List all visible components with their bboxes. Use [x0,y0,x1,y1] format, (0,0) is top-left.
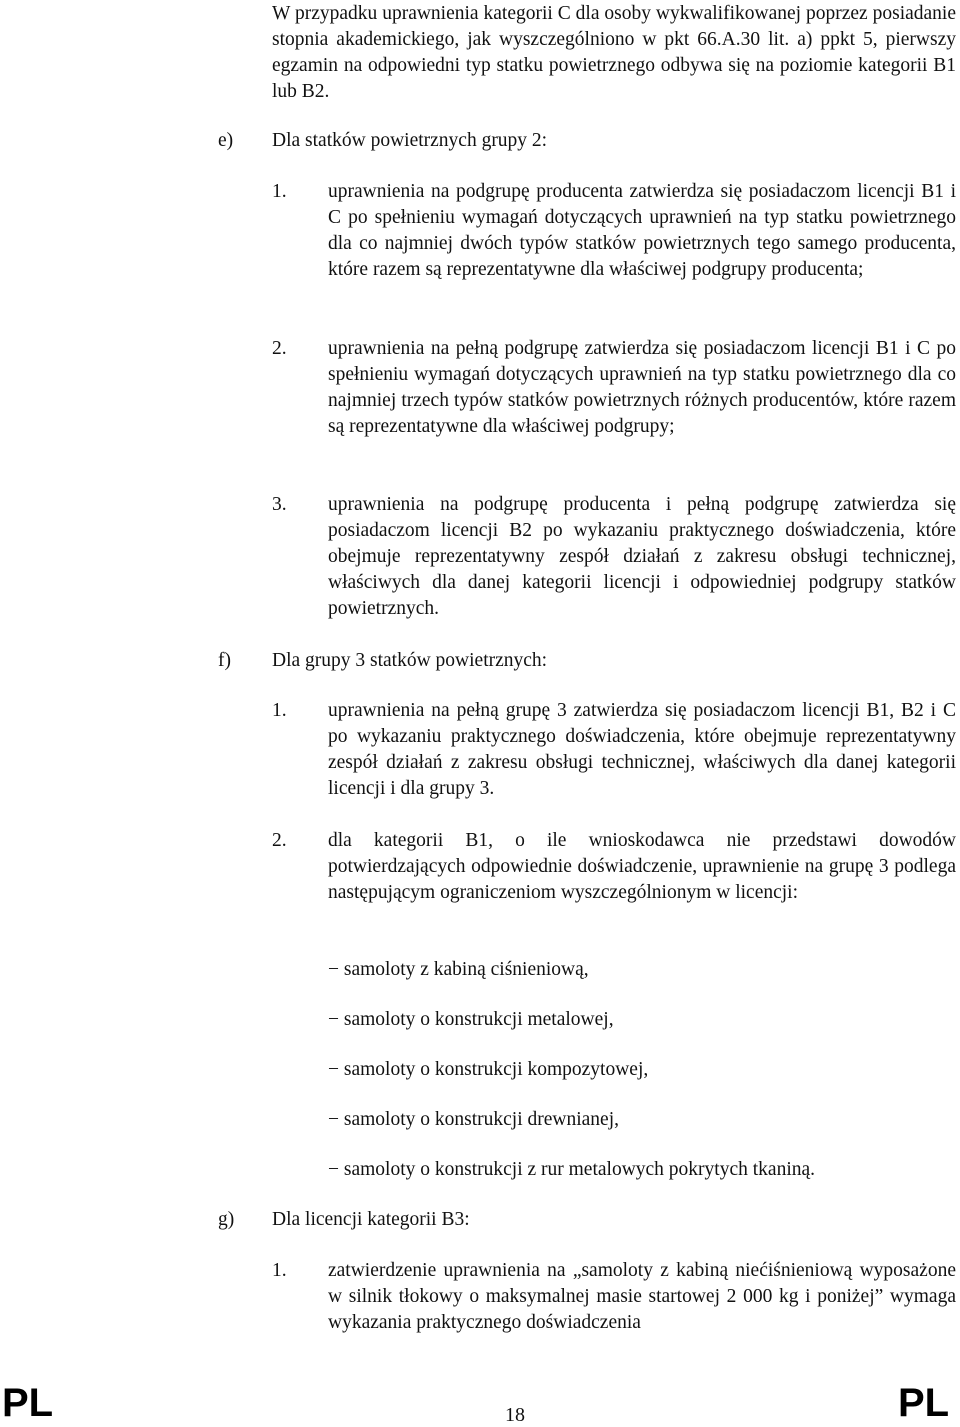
section-e-heading [218,128,547,154]
item-text: dla kategorii B1, o ile wnioskodawca nie przedstawi dowodów potwierdzających odpowiednie doświadczenie, uprawnienie na grupę 3 podlega następującym ograniczeniom wyszczególnionym w licencji: [328,830,956,903]
limitation-item: − samoloty z kabiną ciśnieniową, [328,959,589,980]
section-e-letter: e) [218,130,234,151]
section-e-item-1 [272,179,956,283]
intro-paragraph: W przypadku uprawnienia kategorii C dla osoby wykwalifikowanej poprzez posiadanie stopnia akademickiego, jak wyszczególniono w pkt 66.A.30 lit. a) ppkt 5, pierwszy egzamin na odpowiedni typ statku powietrznego odbywa się na poziomie kategorii B1 lub B2. [272,3,956,102]
item-text: uprawnienia na podgrupę producenta zatwierdza się posiadaczom licencji B1 i C po spełnieniu wymagań dotyczących uprawnień na typ statku powietrznego dla co najmniej dwóch typów statków powietrznych tego samego producenta, które razem są reprezentatywne dla właściwej podgrupy producenta; [328,181,956,280]
item-number: 2. [272,830,287,851]
section-e-item-3 [272,492,956,622]
limitation-item: − samoloty o konstrukcji drewnianej, [328,1109,619,1130]
item-number: 2. [272,338,287,359]
section-e-title: Dla statków powietrznych grupy 2: [272,130,548,151]
item-text: uprawnienia na podgrupę producenta i pełną podgrupę zatwierdza się posiadaczom licencji B2 po wykazaniu praktycznego doświadczenia, które obejmuje reprezentatywny zespół działań z zakresu obsługi technicznej, właściwych dla danej kategorii licencji i odpowiedniej podgrupy statków powietrznych. [328,494,956,619]
page-number: 18 [505,1404,525,1426]
item-text: uprawnienia na pełną grupę 3 zatwierdza się posiadaczom licencji B1, B2 i C po wykazaniu praktycznego doświadczenia, które obejmuje reprezentatywny zespół działań z zakresu obsługi technicznej, właściwych dla danej kategorii licencji i dla grupy 3. [328,700,956,799]
footer-language-right: PL [898,1381,950,1425]
item-number: 1. [272,181,287,202]
item-text: uprawnienia na pełną podgrupę zatwierdza się posiadaczom licencji B1 i C po spełnieniu wymagań dotyczących uprawnień na typ statku powietrznego dla co najmniej trzech typów statków powietrznych różnych producentów, które razem są reprezentatywne dla właściwej podgrupy; [328,338,956,437]
section-g-item-1 [272,1258,956,1336]
section-g-title: Dla licencji kategorii B3: [272,1209,470,1230]
item-number: 1. [272,700,287,721]
item-text: zatwierdzenie uprawnienia na „samoloty z kabiną niećiśnieniową wyposażone w silnik tłokowy o maksymalnej masie startowej 2 000 kg i poniżej” wymaga wykazania praktycznego doświadczenia [328,1260,956,1333]
limitation-item: − samoloty o konstrukcji z rur metalowych pokrytych tkaniną. [328,1159,816,1180]
section-g-letter: g) [218,1209,235,1230]
section-f-heading [218,648,547,674]
section-g-heading [218,1207,470,1233]
section-e-item-2 [272,336,956,440]
item-number: 1. [272,1260,287,1281]
item-number: 3. [272,494,287,515]
section-f-item-1 [272,698,956,802]
footer-language-left: PL [2,1381,54,1425]
limitation-item: − samoloty o konstrukcji metalowej, [328,1009,614,1030]
section-f-letter: f) [218,650,231,671]
section-f-item-2 [272,828,956,906]
limitation-item: − samoloty o konstrukcji kompozytowej, [328,1059,649,1080]
section-f-title: Dla grupy 3 statków powietrznych: [272,650,548,671]
